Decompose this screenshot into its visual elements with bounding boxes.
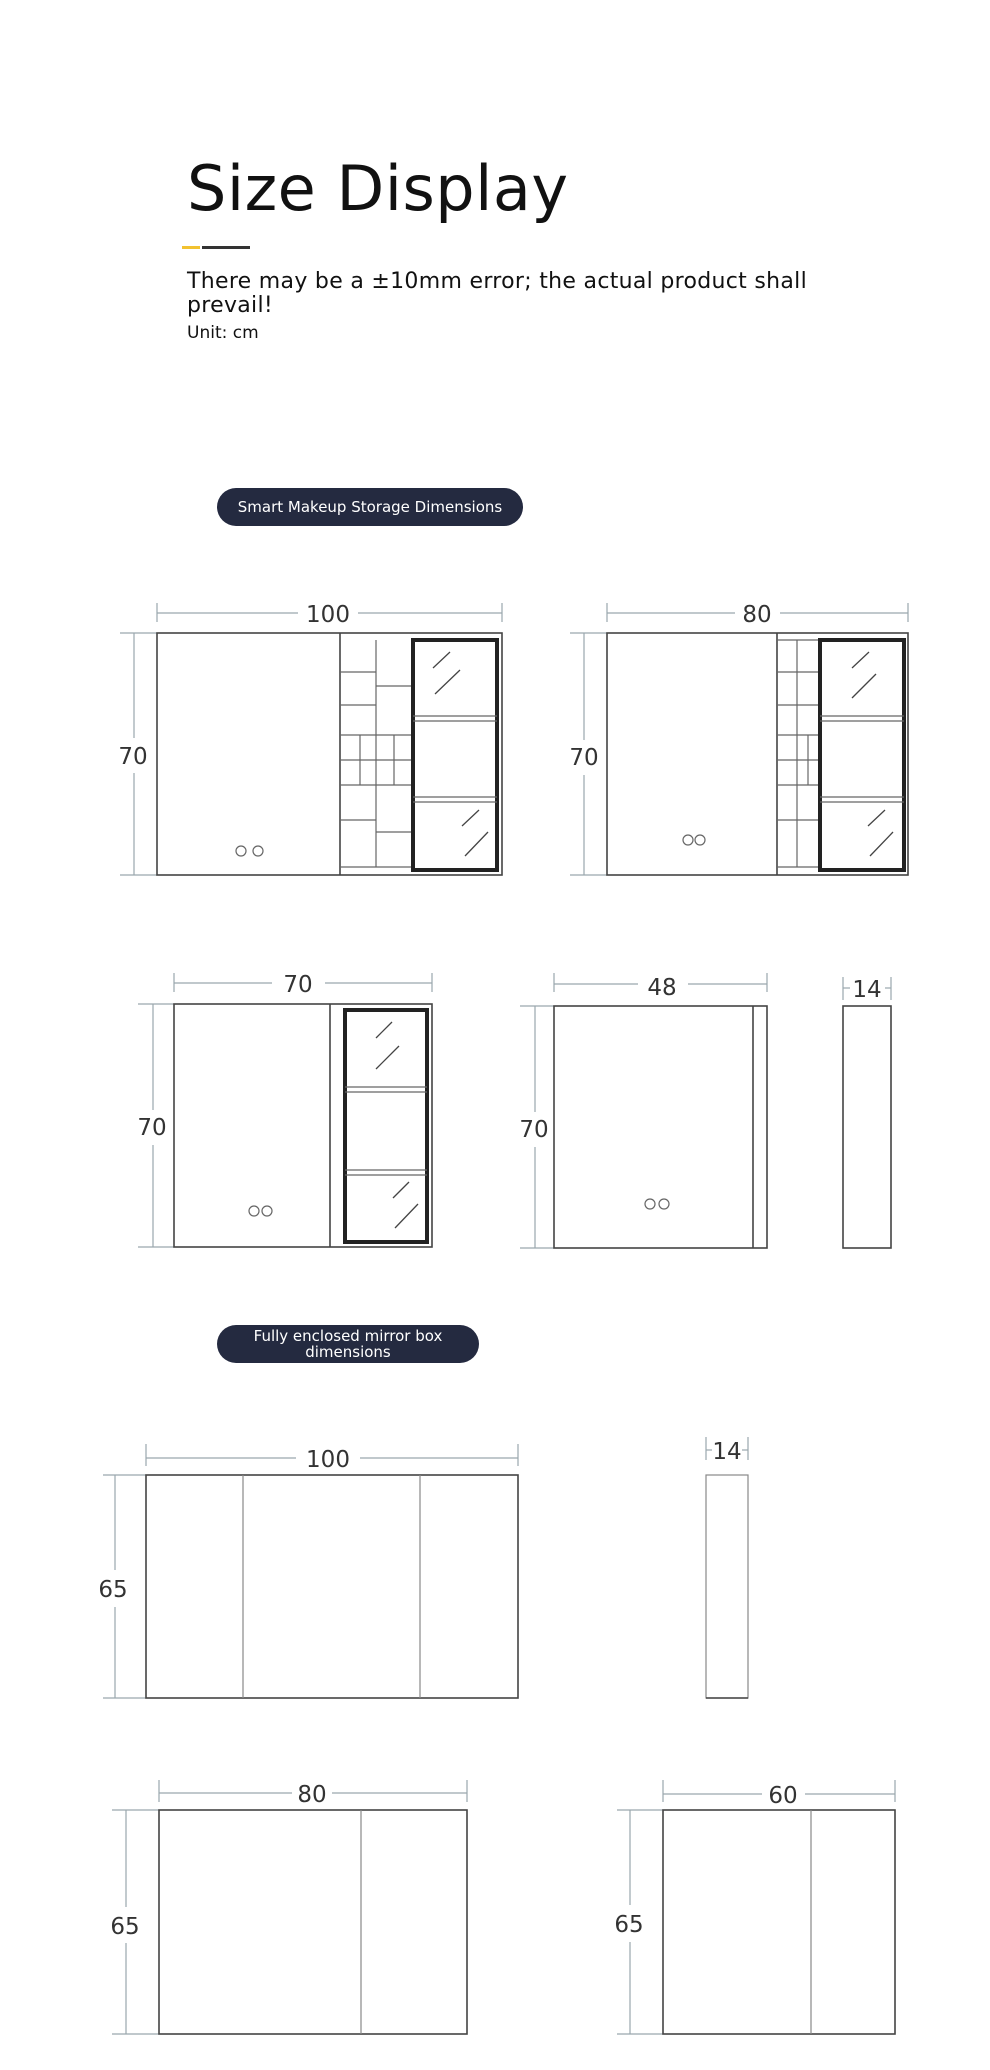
dim-width-80: 80 <box>297 1782 327 1808</box>
dim-depth-14: 14 <box>852 977 882 1003</box>
enclosed-box-100-drawing <box>98 1444 518 1698</box>
dim-width-60: 60 <box>768 1783 798 1809</box>
enclosed-box-80-drawing <box>110 1780 467 2034</box>
dim-height-70: 70 <box>137 1115 167 1141</box>
smart-cabinet-70-drawing <box>137 972 432 1247</box>
enclosed-box-side-drawing <box>706 1437 748 1698</box>
smart-cabinet-side-drawing <box>843 977 891 1248</box>
dim-width-100: 100 <box>306 602 350 628</box>
dim-height-65: 65 <box>98 1577 128 1603</box>
section-badge-enclosed-box: Fully enclosed mirror box dimensions <box>217 1325 479 1363</box>
dim-height-70: 70 <box>519 1117 549 1143</box>
dim-width-48: 48 <box>647 975 677 1001</box>
error-notice: There may be a ±10mm error; the actual product shall prevail! <box>187 269 807 318</box>
dim-width-80: 80 <box>742 602 772 628</box>
dim-height-70: 70 <box>569 745 599 771</box>
dim-width-70: 70 <box>283 972 313 998</box>
section-badge-smart-storage: Smart Makeup Storage Dimensions <box>217 488 523 526</box>
smart-cabinet-100-drawing <box>118 602 502 875</box>
smart-cabinet-80-drawing <box>569 602 908 875</box>
smart-cabinet-48-drawing <box>519 973 767 1248</box>
enclosed-box-60-drawing <box>614 1780 895 2034</box>
dim-depth-14: 14 <box>712 1439 742 1465</box>
dim-height-65: 65 <box>614 1912 644 1938</box>
dim-height-65: 65 <box>110 1914 140 1940</box>
dim-height-70: 70 <box>118 744 148 770</box>
unit-label: Unit: cm <box>187 323 259 343</box>
page-title: Size Display <box>187 152 569 225</box>
dim-width-100: 100 <box>306 1447 350 1473</box>
